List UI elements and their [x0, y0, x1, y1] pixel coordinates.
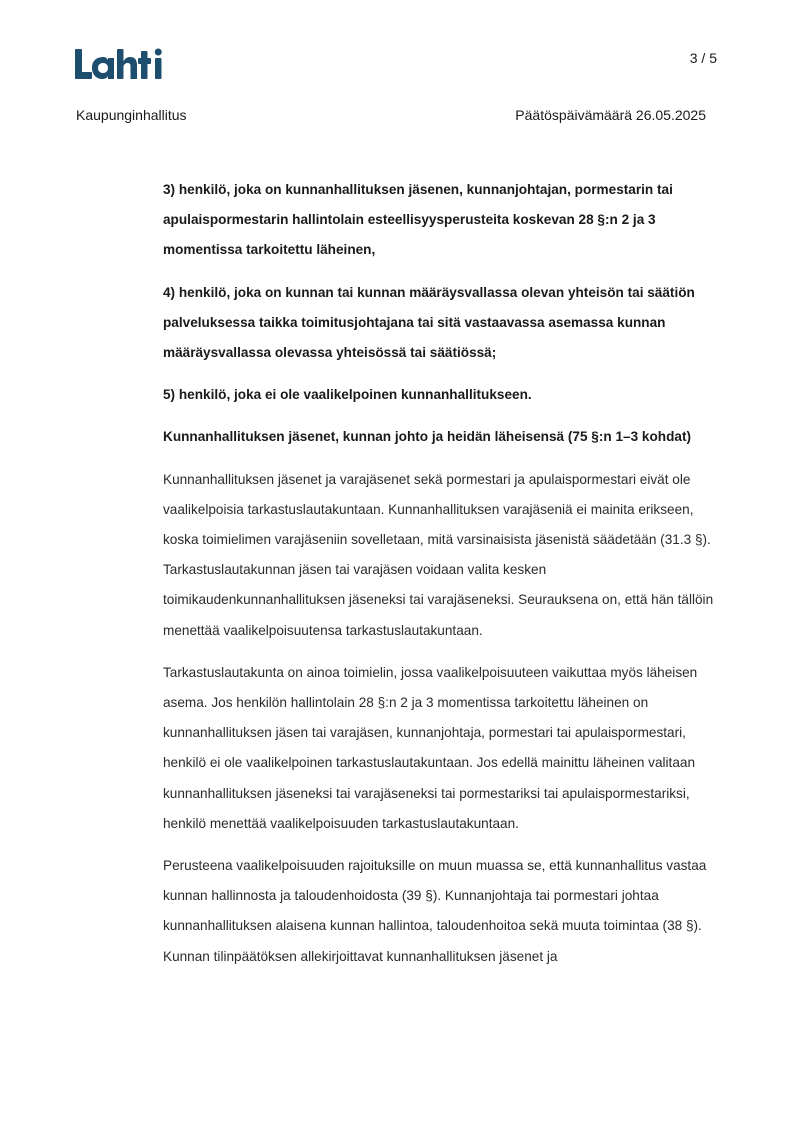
body-paragraph: Perusteena vaalikelpoisuuden rajoituksille on muun muassa se, että kunnanhallitus vastaa kunnan hallinnosta ja taloudenhoidosta (39 §). Kunnanjohtaja tai pormestari johtaa kunnanhallituksen alaisena kunnan hallintoa, taloudenhoitoa sekä muuta toimintaa (38 §). Kunnan tilinpäätöksen allekirjoittavat kunnanhallituksen jäsenet ja	[163, 858, 707, 964]
page-number: 3 / 5	[689, 50, 717, 66]
body-paragraph: Tarkastuslautakunta on ainoa toimielin, jossa vaalikelpoisuuteen vaikuttaa myös läheisen asema. Jos henkilön hallintolain 28 §:n 2 ja 3 momentissa tarkoitettu läheinen on kunnanhallituksen jäsen tai varajäsen, kunnanjohtaja, pormestari tai apulaispormestari, henkilö ei ole vaalikelpoinen tarkastuslautakuntaan. Jos edellä mainittu läheinen valitaan kunnanhallituksen jäseneksi tai varajäseneksi tai pormestariksi tai apulaispormestariksi, henkilö menettää vaalikelpoisuuden tarkastuslautakuntaan.	[163, 664, 698, 831]
list-item-5: 5) henkilö, joka ei ole vaalikelpoinen kunnanhallitukseen.	[163, 387, 532, 403]
list-item-3: 3) henkilö, joka on kunnanhallituksen jäsenen, kunnanjohtajan, pormestarin tai apulaispormestarin hallintolain esteellisyysperusteita koskevan 28 §:n 2 ja 3 momentissa tarkoitettu läheinen,	[163, 182, 673, 258]
organization-name: Kaupunginhallitus	[76, 107, 187, 123]
logo-text: Lahti	[75, 47, 78, 48]
list-item-4: 4) henkilö, joka on kunnan tai kunnan määräysvallassa olevan yhteisön tai säätiön palveluksessa taikka toimitusjohtajana tai sitä vastaavassa asemassa kunnan määräysvallassa olevassa yhteisössä tai säätiössä;	[163, 284, 695, 361]
section-heading: Kunnanhallituksen jäsenet, kunnan johto ja heidän läheisensä (75 §:n 1–3 kohdat)	[163, 429, 692, 445]
body-paragraph: Kunnanhallituksen jäsenet ja varajäsenet sekä pormestari ja apulaispormestari eivät ole vaalikelpoisia tarkastuslautakuntaan. Kunnanhallituksen varajäseniä ei mainita erikseen, koska toimielimen varajäseniin sovelletaan, mitä varsinaisista jäsenistä säädetään (31.3 §). Tarkastuslautakunnan jäsen tai varajäsen voidaan valita kesken toimikaudenkunnanhallituksen jäseneksi tai varajäseneksi. Seurauksena on, että hän tällöin menettää vaalikelpoisuutensa tarkastuslautakuntaan.	[163, 471, 714, 638]
document-body	[163, 175, 723, 984]
lahti-logo	[75, 47, 167, 81]
decision-date: Päätöspäivämäärä 26.05.2025	[515, 107, 706, 123]
